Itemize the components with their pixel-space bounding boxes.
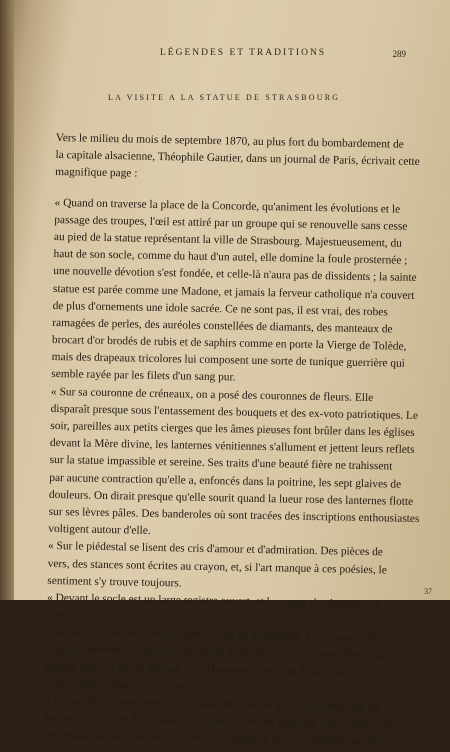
text-line: sentiment s'y trouve toujours. [47,574,182,590]
text-line: passage des troupes, l'œil est attiré par un groupe qui se renouvelle sans cesse [54,213,408,233]
text-line: douleurs. On dirait presque qu'elle sourit quand la lueur rose des lanternes flotte [48,488,414,508]
body-text [44,130,446,752]
text-line: noms. [46,608,75,622]
text-line: disparaît presque sous l'entassement des bouquets et des ex-voto patriotiques. Le [50,402,419,422]
text-line: « Le peuple parisien s'inscrit chez la ville de Strasbourg. Le volume relié [46,626,379,645]
text-line: devant la Mère divine, les lanternes vénitiennes s'allument et jettent leurs reflets [49,437,415,457]
text-line: une nouvelle dévotion s'est fondée, et celle-là n'aura pas de dissidents ; la sainte [53,265,417,285]
text-line: semble rayée par les filets d'un sang pur. [51,368,236,384]
page-binding-shadow [0,0,14,600]
text-line: brocart d'or brodés de rubis et de saphirs comme en porte la Vierge de Tolède, [51,334,407,353]
text-line: « Devant le socle est un large registre ouvert, et les noms s'y ajoutent aux [46,591,381,611]
text-line: « Sur sa couronne de créneaux, on a posé des couronnes de fleurs. Elle [50,385,374,404]
text-line: sur la statue impassible et sereine. Ses traits d'une beauté fière ne trahissent [49,454,393,473]
text-line: vers, des stances sont écrites au crayon, et, si l'art manque à ces poésies, le [47,557,387,576]
text-line: au pied de la statue représentant la ville de Strasbourg. Majestueusement, du [53,230,403,250]
section-title: LA VISITE A LA STATUE DE STRASBOURG [108,93,341,102]
text-line: grande martyre qui se dévoue pour l'honneur et le salut de la France. Jamais [45,660,392,680]
text-line: haut de son socle, comme du haut d'un autel, elle domine la foule prosternée ; [53,248,408,267]
text-line: voltigent autour d'elle. [48,523,151,538]
text-line: de plus d'ornements une idole sacrée. Ce ne sont pas, il est vrai, des robes [52,299,388,319]
text-line: ville n'aura eu dans ses archives un plus glorieux livre d'or. [45,677,314,695]
running-title: LÉGENDES ET TRADITIONS [160,48,327,58]
text-line: foules d'un frisson électrique, le peuple semble, en adoptant cette statue comme [44,712,408,732]
text-line: Vers le milieu du mois de septembre 1870, au plus fort du bombardement de [55,131,404,151]
page-number: 289 [392,49,406,59]
text-line: une image sacrée, comme une sorte de Palladium et en lui rendant un culte [44,729,385,748]
text-line: « Sur le piédestal se lisent des cris d'amour et d'admiration. Des pièces de [47,540,384,559]
text-line: « Quand on traverse la place de la Concorde, qu'animent les évolutions et le [54,196,401,216]
running-header [62,48,424,62]
text-line: magnifique page : [55,166,138,180]
text-line: sur ses lèvres pâles. Des banderoles où sont tracées des inscriptions enthousiastes [48,505,420,525]
text-line: « Par un de ces mouvements d'exquise délicatesse qui parfois remuent les [44,694,381,714]
text-line: statue est parée comme une Madone, et jamais la ferveur catholique n'a couvert [52,282,415,302]
text-line: par aucune contraction qu'elle a, enfoncés dans la poitrine, les sept glaives de [49,471,402,491]
text-line: ramagées de perles, des auréoles constellées de diamants, des manteaux de [52,316,393,336]
text-line: magnifiquement et blasonné aux armes de la glorieuse cité, sera offert à la [45,643,384,662]
text-line: la capitale alsacienne, Théophile Gautier, dans un journal de Paris, écrivait cette [55,149,420,169]
signature-mark: 37 [424,587,432,596]
text-line: soir, pareilles aux petits cierges que les âmes pieuses font brûler dans les églises [50,419,415,439]
text-line: mais des drapeaux tricolores lui composent une sorte de tunique guerrière qui [51,351,406,370]
